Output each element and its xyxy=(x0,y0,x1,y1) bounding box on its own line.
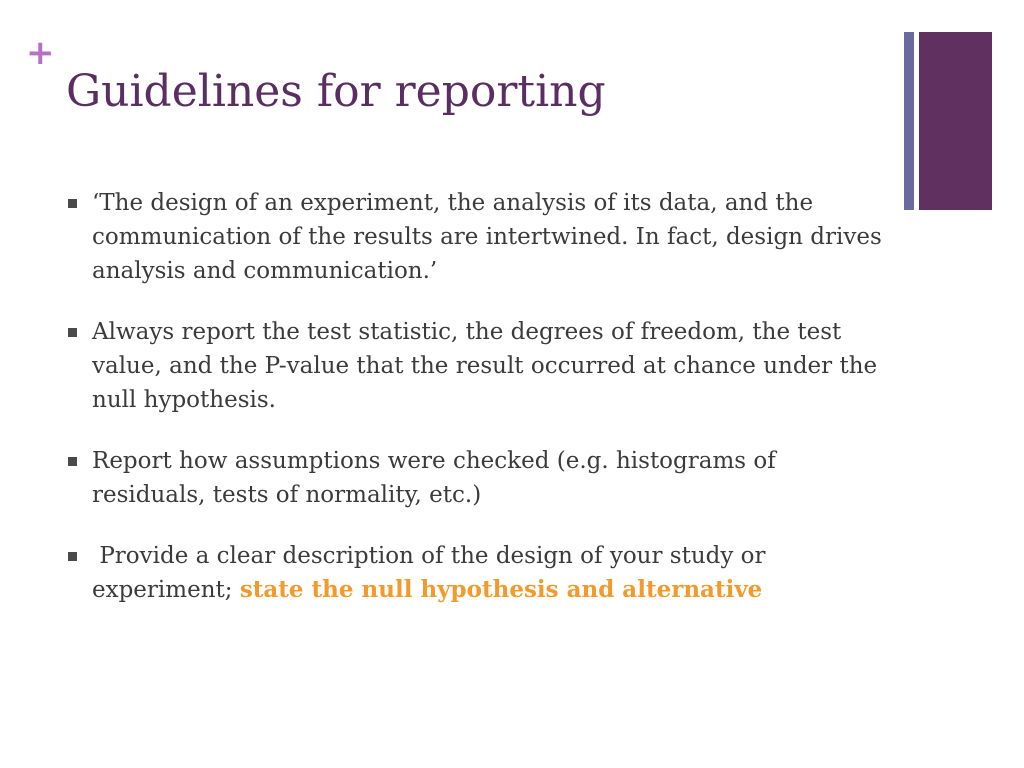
bullet-item xyxy=(66,539,896,607)
slide-title: Guidelines for reporting xyxy=(66,66,606,117)
square-bullet-icon xyxy=(68,328,77,337)
bullet-item xyxy=(66,315,896,417)
square-bullet-icon xyxy=(68,552,77,561)
bullet-emphasis-text: state the null hypothesis and alternative xyxy=(239,576,763,603)
bullet-text: Always report the test statistic, the degrees of freedom, the test value, and the P-value that the result occurred at chance under the null hypothesis. xyxy=(92,319,878,413)
accent-bar-thin xyxy=(904,32,914,210)
bullet-item xyxy=(66,444,896,512)
square-bullet-icon xyxy=(68,457,77,466)
accent-bar-thick xyxy=(919,32,992,210)
bullet-text: Provide a clear description of the design of your study or experiment; xyxy=(92,543,773,603)
square-bullet-icon xyxy=(68,199,77,208)
bullet-list xyxy=(66,186,896,634)
bullet-text: ‘The design of an experiment, the analysis of its data, and the communication of the results are intertwined. In fact, design drives analysis and communication.’ xyxy=(92,190,882,284)
bullet-item xyxy=(66,186,896,288)
bullet-text: Report how assumptions were checked (e.g. histograms of residuals, tests of normality, etc.) xyxy=(92,448,776,508)
plus-icon: + xyxy=(26,33,55,73)
